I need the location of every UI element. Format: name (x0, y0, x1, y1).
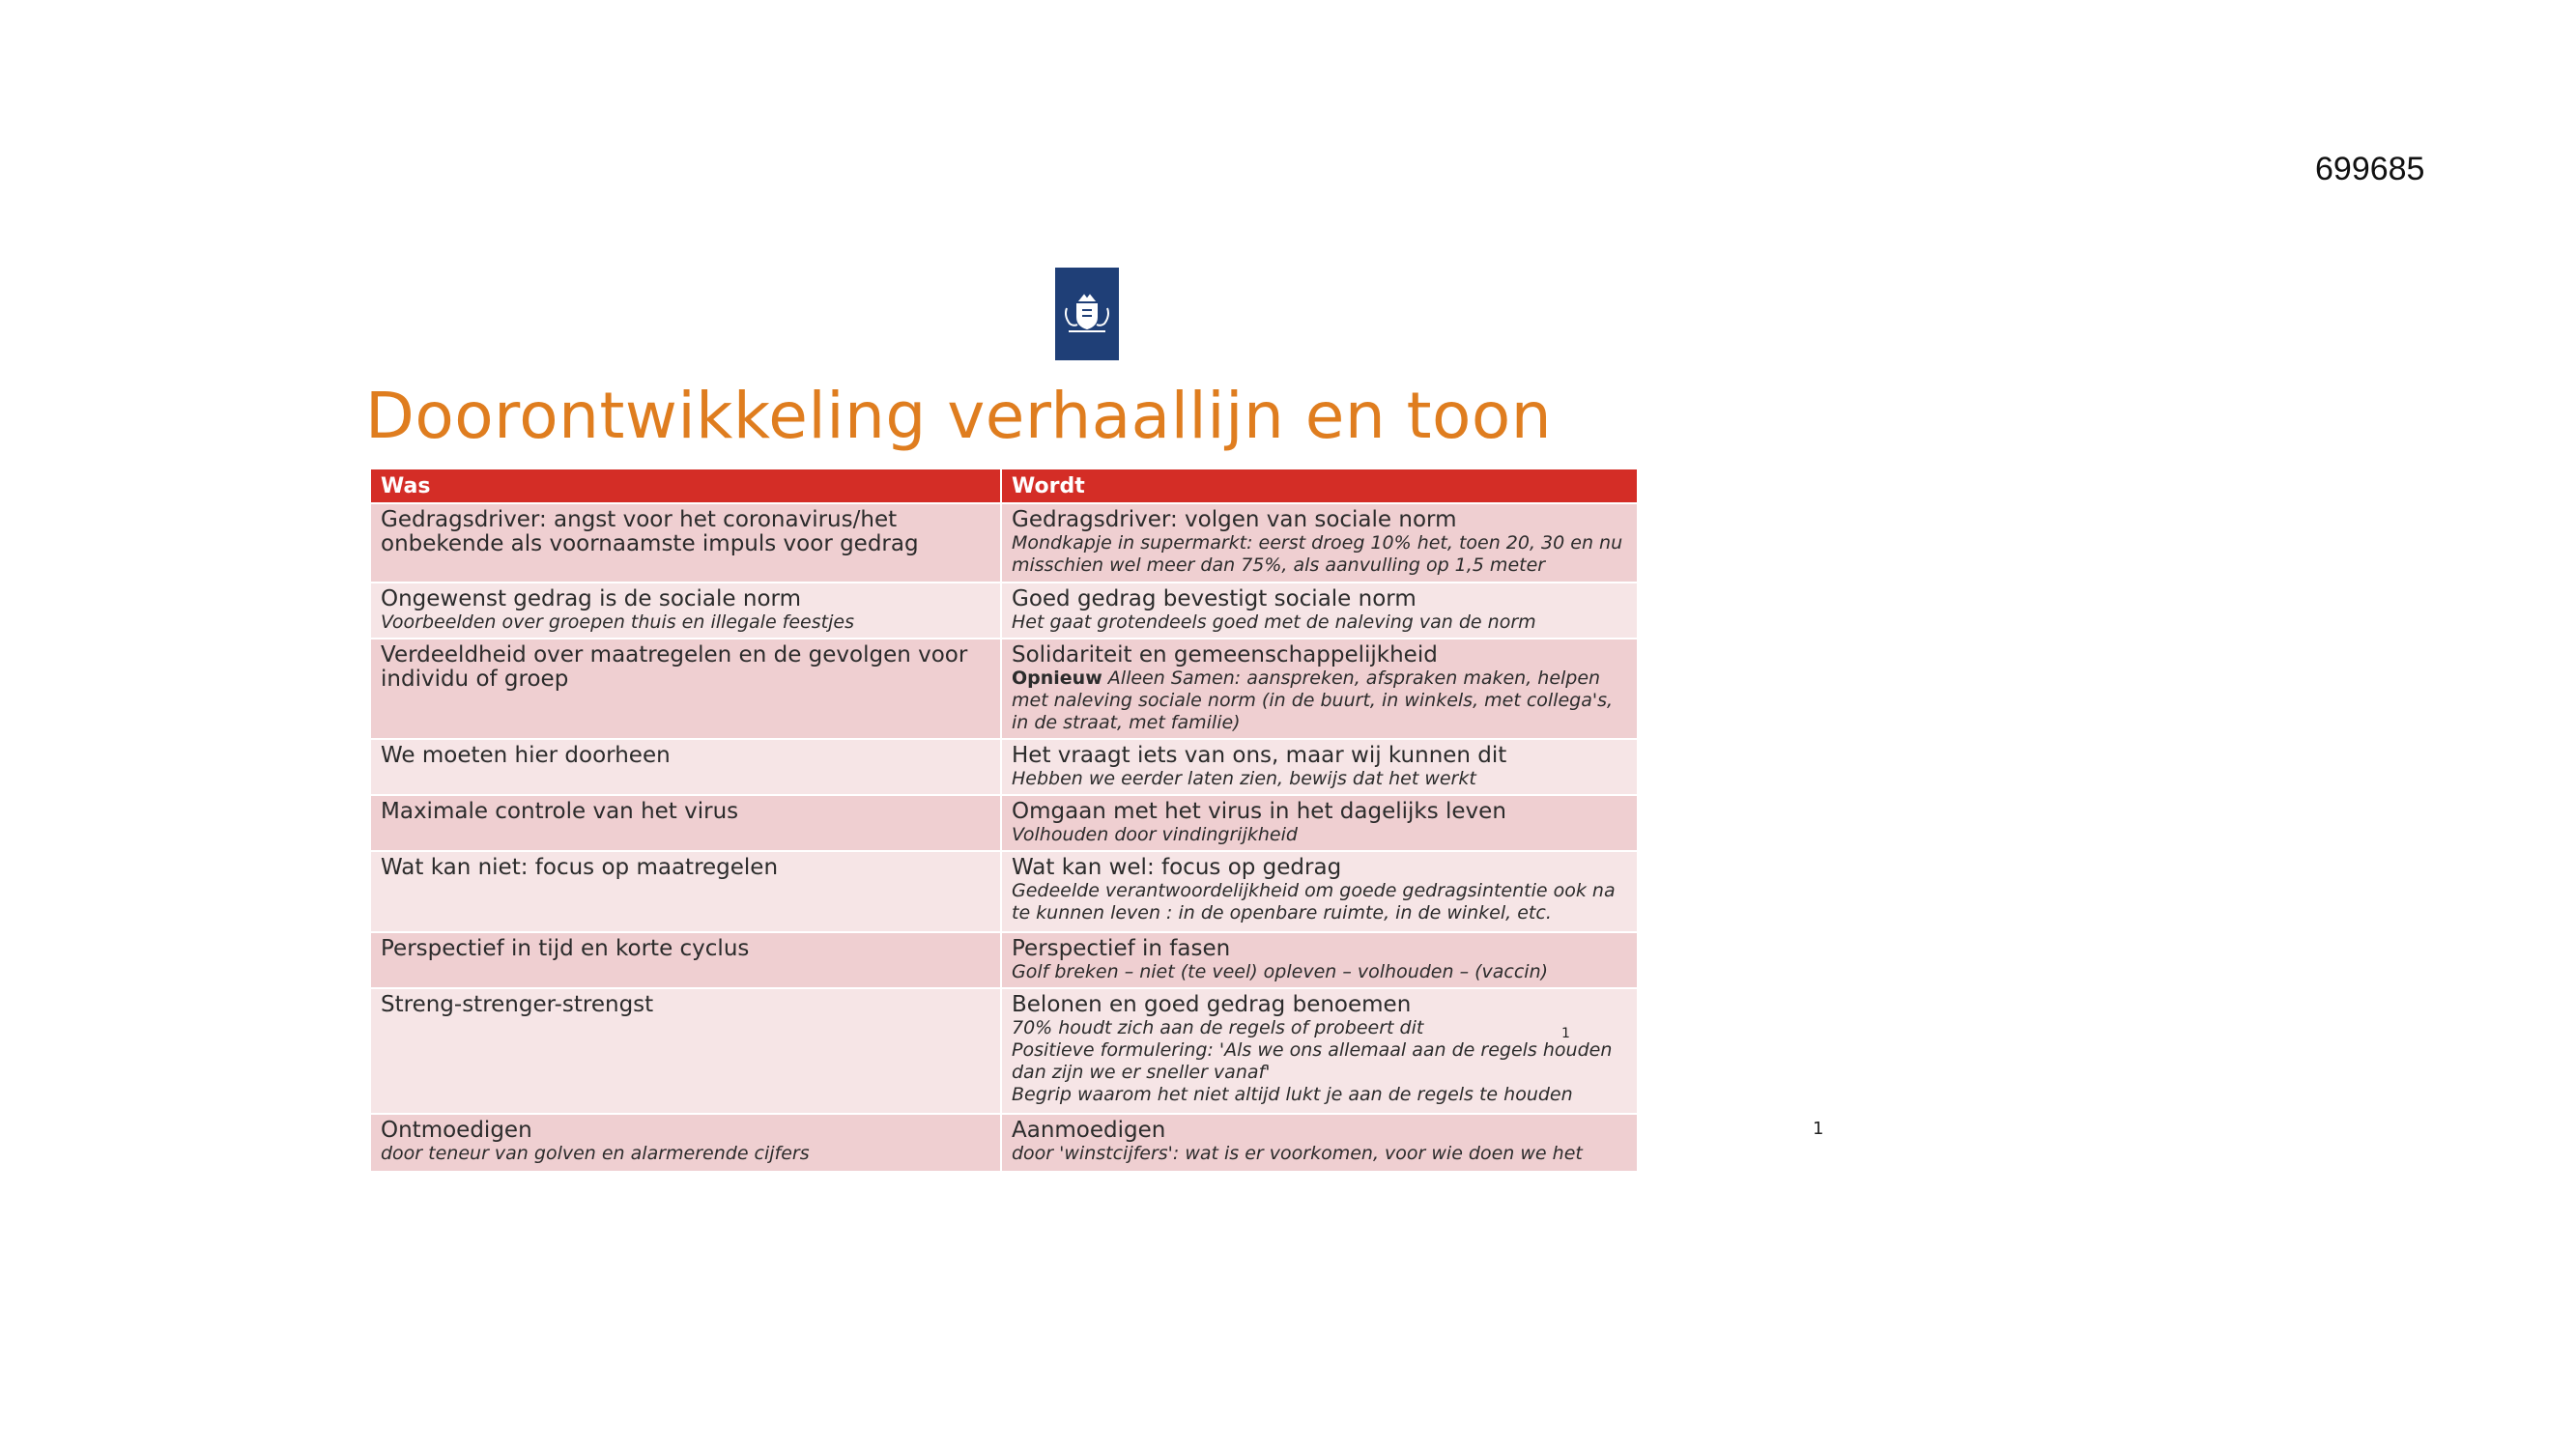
was-main-text: Streng-strenger-strengst (381, 992, 654, 1017)
wordt-sub-text (1012, 1143, 1627, 1165)
column-header-wordt: Wordt (1001, 469, 1638, 503)
wordt-main-text: Aanmoedigen (1012, 1118, 1166, 1143)
column-header-was: Was (370, 469, 1001, 503)
table-row (370, 739, 1638, 795)
cell-was (370, 1114, 1001, 1172)
was-main-text: Ontmoedigen (381, 1118, 532, 1143)
wordt-sub-body: Hebben we eerder laten zien, bewijs dat het werkt (1012, 768, 1476, 789)
cell-was (370, 639, 1001, 739)
wordt-sub-body: Gedeelde verantwoordelijkheid om goede gedragsintentie ook na te kunnen leven : in de openbare ruimte, in de winkel, etc. (1012, 880, 1616, 923)
was-sub-text: door teneur van golven en alarmerende cijfers (381, 1143, 810, 1164)
wordt-sub-text (1012, 611, 1627, 634)
crest-icon (1061, 293, 1113, 335)
wordt-sub-body: Volhouden door vindingrijkheid (1012, 824, 1298, 845)
wordt-main-text: Omgaan met het virus in het dagelijks leven (1012, 799, 1506, 824)
table-row (370, 503, 1638, 582)
wordt-sub-body: Mondkapje in supermarkt: eerst droeg 10% het, toen 20, 30 en nu misschien wel meer dan 75%, als aanvulling op 1,5 meter (1012, 532, 1623, 576)
cell-wordt (1001, 932, 1638, 988)
table-row (370, 582, 1638, 639)
cell-was (370, 795, 1001, 851)
wordt-main-text: Perspectief in fasen (1012, 936, 1231, 961)
slide-page-number: 1 (1561, 1026, 1570, 1041)
wordt-sub-emphasis: Opnieuw (1012, 668, 1102, 689)
cell-wordt (1001, 639, 1638, 739)
cell-wordt (1001, 582, 1638, 639)
table-row (370, 1114, 1638, 1172)
table-row (370, 932, 1638, 988)
wordt-sub-text (1012, 668, 1627, 734)
wordt-main-text: Goed gedrag bevestigt sociale norm (1012, 586, 1417, 611)
was-main-text: Perspectief in tijd en korte cyclus (381, 936, 750, 961)
was-main-text: Wat kan niet: focus op maatregelen (381, 855, 779, 880)
was-main-text: Maximale controle van het virus (381, 799, 739, 824)
page-number: 1 (1813, 1119, 1824, 1139)
wordt-sub-body: Alleen Samen: aanspreken, afspraken maken, helpen met naleving sociale norm (in de buurt, in winkels, met collega's, in de straat, met familie) (1012, 668, 1614, 733)
was-main-text: Gedragsdriver: angst voor het coronavirus/het onbekende als voornaamste impuls voor gedrag (381, 507, 919, 556)
wordt-main-text: Solidariteit en gemeenschappelijkheid (1012, 642, 1438, 668)
cell-wordt (1001, 988, 1638, 1114)
wordt-sub-body: door 'winstcijfers': wat is er voorkomen, voor wie doen we het (1012, 1143, 1583, 1164)
was-sub-text: Voorbeelden over groepen thuis en illegale feestjes (381, 611, 854, 633)
cell-wordt (1001, 739, 1638, 795)
cell-was (370, 503, 1001, 582)
cell-wordt (1001, 795, 1638, 851)
document-number: 699685 (2315, 151, 2425, 187)
table-row (370, 639, 1638, 739)
table-row (370, 851, 1638, 932)
wordt-sub-text (1012, 532, 1627, 577)
wordt-main-text: Wat kan wel: focus op gedrag (1012, 855, 1342, 880)
cell-was (370, 582, 1001, 639)
cell-wordt (1001, 851, 1638, 932)
cell-was (370, 988, 1001, 1114)
comparison-table (369, 468, 1639, 1173)
table-row (370, 795, 1638, 851)
cell-wordt (1001, 1114, 1638, 1172)
table-body (370, 503, 1638, 1172)
was-main-text: Ongewenst gedrag is de sociale norm (381, 586, 801, 611)
wordt-sub-text (1012, 824, 1627, 846)
wordt-main-text: Belonen en goed gedrag benoemen (1012, 992, 1412, 1017)
wordt-sub-text (1012, 880, 1627, 924)
wordt-sub-body: Het gaat grotendeels goed met de naleving van de norm (1012, 611, 1536, 633)
wordt-sub-body: 70% houdt zich aan de regels of probeert dit Positieve formulering: 'Als we ons allemaal aan de regels houden dan zijn we er sneller vanaf' Begrip waarom het niet altijd lukt je aan de regels te houden (1012, 1017, 1613, 1105)
wordt-sub-text (1012, 768, 1627, 790)
wordt-main-text: Het vraagt iets van ons, maar wij kunnen dit (1012, 743, 1507, 768)
government-logo (1055, 268, 1119, 360)
was-main-text: We moeten hier doorheen (381, 743, 671, 768)
table-header-row (370, 469, 1638, 503)
cell-was (370, 739, 1001, 795)
wordt-sub-text (1012, 961, 1627, 983)
wordt-sub-text (1012, 1017, 1627, 1106)
cell-wordt (1001, 503, 1638, 582)
wordt-main-text: Gedragsdriver: volgen van sociale norm (1012, 507, 1457, 532)
page-title: Doorontwikkeling verhaallijn en toon (365, 379, 1553, 453)
table-row (370, 988, 1638, 1114)
wordt-sub-body: Golf breken – niet (te veel) opleven – volhouden – (vaccin) (1012, 961, 1549, 982)
cell-was (370, 851, 1001, 932)
was-main-text: Verdeeldheid over maatregelen en de gevolgen voor individu of groep (381, 642, 968, 692)
cell-was (370, 932, 1001, 988)
